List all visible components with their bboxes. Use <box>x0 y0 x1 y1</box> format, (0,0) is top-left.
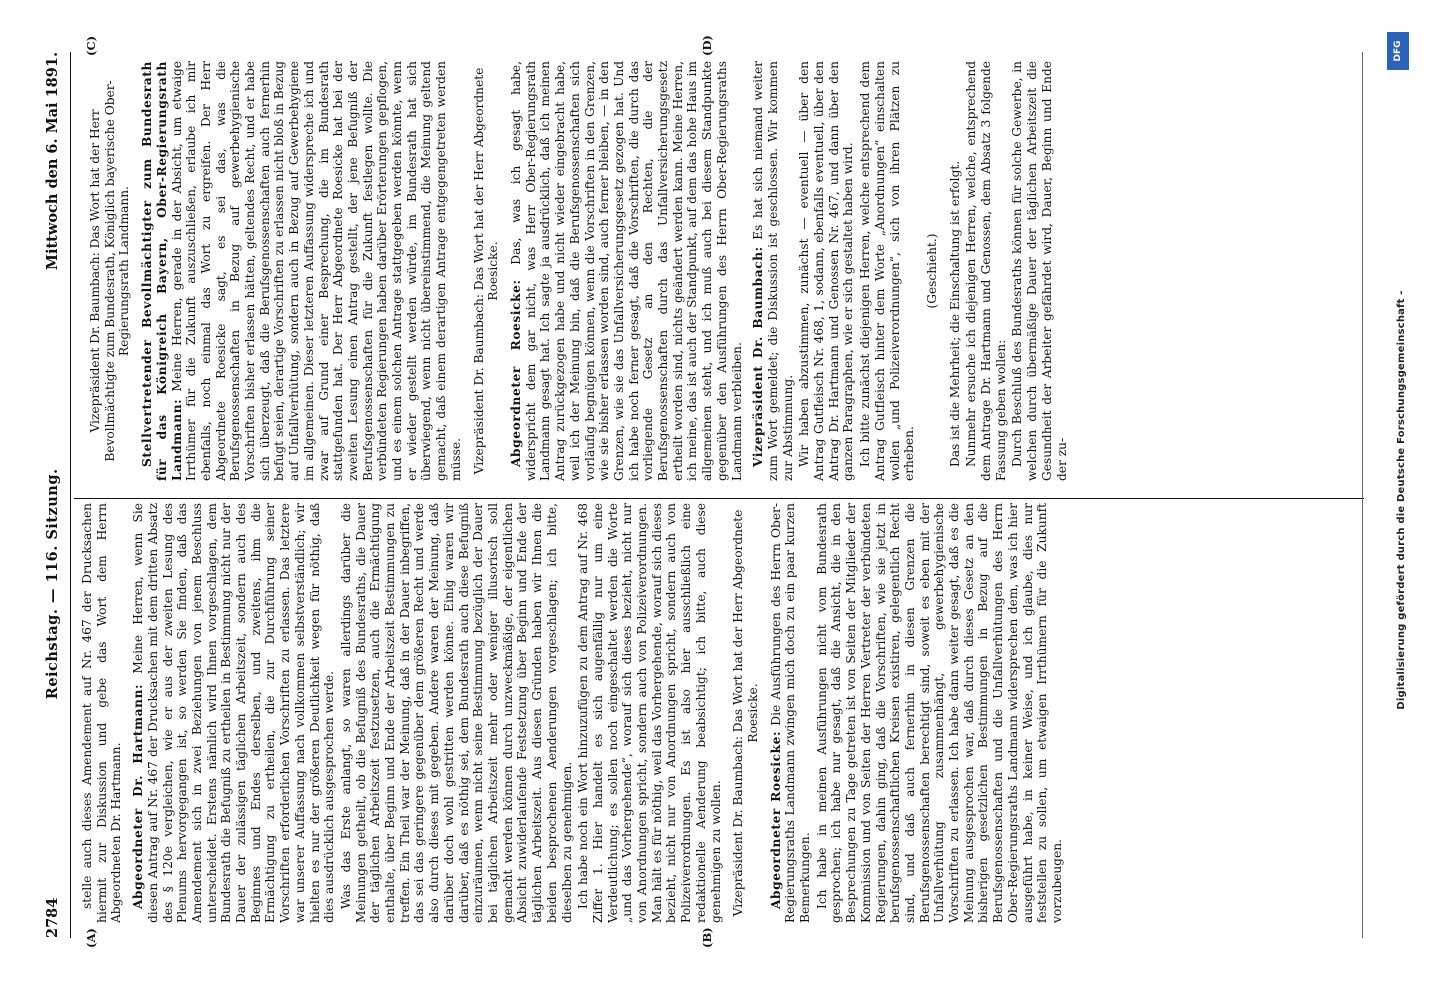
margin-mark-c: (C) <box>84 35 98 56</box>
speaker-name: Stellvertretender Bevollmächtigter zum Bundesrath für das Königreich Bayern, Ober-Regierungsrath Landmann: <box>140 61 184 481</box>
paragraph-text: stelle auch dieses Amendement auf Nr. 467 der Drucksachen hiermit zur Diskussion und gebe das Wort dem Herrn Abgeordneten Dr. Hartmann. <box>80 503 124 923</box>
speech-paragraph <box>964 61 1008 481</box>
presiding-call: Vizepräsident Dr. Baumbach: Das Wort hat der Herr Abgeordnete Roesicke. <box>471 67 501 475</box>
speech-paragraph <box>131 503 337 923</box>
margin-mark-b: (B) <box>700 927 714 948</box>
footer-rule <box>1362 52 1363 938</box>
paragraph-text: Ich habe noch ein Wort hinzuzufügen zu dem Antrag auf Nr. 468 Ziffer 1. Hier handelt es sich augenfällig nur um eine Verdeutlichung; es sollen noch eingeschaltet werden die Worte „und das Vorhergehende“, worauf sich dieses bezieht, nicht nur von Anordnungen spricht, sondern auch von Polizeiverordnungen. Man hält es für nöthig, weil das Vorhergehende, worauf sich dieses bezieht, nicht nur von Anordnungen spricht, sondern auch von Polizeiverordnungen. Es ist also hier ausschließlich eine redaktionelle Aenderung beabsichtigt; ich bitte, auch diese genehmigen zu wollen. <box>576 503 723 923</box>
margin-mark-d: (D) <box>700 35 714 56</box>
speech-paragraph <box>751 61 795 481</box>
speech-paragraph <box>339 503 574 923</box>
paragraph-text: Das ist die Mehrheit; die Einschaltung ist erfolgt. <box>947 160 962 467</box>
paragraph-text: Nunmehr ersuche ich diejenigen Herren, welche, entsprechend dem Antrage Dr. Hartmann und Genossen, dem Absatz 3 folgende Fassung geben wollen: <box>964 61 1008 481</box>
paragraph-text: Ich habe in meinen Ausführungen nicht vom Bundesrath gesprochen; ich habe nur gesagt, daß die Ansicht, die in den Besprechungen zu Tage getreten ist von Seiten der Mitglieder der Kommission und von Seiten der Herren Vertreter der verbündeten Regierungen, dahin ging, daß die Vorschriften, wie sie jetzt in berufsgenossenschaftlichen Kreisen existiren, gelegentlich Recht sind, und daß auch fernerhin in diesen Grenzen die Berufsgenossenschaften berechtigt sind, soweit es eben mit der Unfallverhütung zusammenhängt, gewerbehygienische Vorschriften zu erlassen. Ich habe dann weiter gesagt, daß es die Meinung ausgesprochen war, daß durch dieses Gesetz an den bisherigen gesetzlichen Bestimmungen in Bezug auf die Berufsgenossenschaften und die Unfallverhütungen des Herrn Ober-Regierungsraths Landmann widersprechen dem, was ich hier ausgeführt habe, in keiner Weise, und ich glaube, dies nur feststellen zu sollen, um etwaigen Irrthümern für die Zukunft vorzubeugen. <box>814 503 1064 923</box>
speech-paragraph <box>1010 61 1069 481</box>
speech-paragraph <box>576 503 723 923</box>
session-date: Mittwoch den 6. Mai 1891. <box>44 52 61 271</box>
digitization-credit: Digitalisierung gefördert durch die Deutsche Forschungsgemeinschaft - <box>1396 290 1407 710</box>
paragraph-text: Wir haben abzustimmen, zunächst — eventuell — über den Antrag Gutfleisch Nr. 468, 1, sodann, ebenfalls eventuell, über den Antrag Dr. Hartmann und Genossen Nr. 467, und dann über den ganzen Paragraphen, wie er sich gestaltet haben wird. <box>797 61 856 481</box>
paragraph-text: Meine Herren, wenn Sie diesen Antrag auf Nr. 467 der Drucksachen mit dem dritten Absatz des § 120e vergleichen, wie er aus der zweiten Lesung des Plenums hervorgegangen ist, so werden Sie finden, daß das Amendement sich in zwei Beziehungen von jenem Beschluss unterscheidet. Erstens nämlich wird Ihnen vorgeschlagen, dem Bundesrath die Befugniß zu ertheilen in Bestimmung nicht nur der Dauer der zulässigen täglichen Arbeitszeit, sondern auch des Beginnes und Endes derselben, und zweitens, ihm die Ermächtigung zu ertheilen, die zur Durchführung seiner Vorschriften erforderlichen Vorschriften zu erlassen. Das letztere war unserer Auffassung nach vollkommen selbstverständlich; wir hielten es nur der größeren Deutlichkeit wegen für nöthig, daß dies ausdrücklich ausgesprochen werde. <box>131 503 337 923</box>
paragraph-text: Das, was ich gesagt habe, widerspricht dem gar nicht, was Herr Ober-Regierungsrath Landmann gesagt hat. Ich sagte ja ausdrücklich, daß ich meinen Antrag zurückgezogen habe und nicht wieder eingebracht habe, weil ich der Meinung bin, daß die Berufsgenossenschaften sich vorläufig begnügen können, wenn die Vorschriften in den Grenzen, wie sie bisher erlassen worden sind, auch ferner bleiben, — in den Grenzen, wie sie das Unfallversicherungsgesetz gezogen hat. Und ich habe noch ferner gesagt, daß die Vorschriften, die durch das vorliegende Gesetz an den Rechten, die der Berufsgenossenschaften durch das Unfallversicherungsgesetz ertheilt worden sind, nichts geändert werden kann. Meine Herren, ich meine, das ist auch der Standpunkt, auf dem das hohe Haus im allgemeinen steht, und ich muß auch bei diesem Standpunkte gegenüber den Ausführungen des Herrn Ober-Regierungsraths Landmann verbleiben. <box>508 61 744 481</box>
speaker-name: Vizepräsident Dr. Baumbach: <box>751 246 766 467</box>
presiding-call: (Geschieht.) <box>924 233 939 309</box>
speech-paragraph <box>140 61 463 481</box>
speaker-name: Abgeordneter Dr. Hartmann: <box>131 683 146 909</box>
right-column <box>80 61 1360 481</box>
column-separator <box>74 498 1364 499</box>
presiding-call: Vizepräsident Dr. Baumbach: Das Wort hat der Herr Abgeordnete Roesicke. <box>731 509 760 917</box>
speaker-name: Abgeordneter Roesicke: <box>508 279 523 467</box>
page-number: 2784 <box>44 897 61 938</box>
speech-paragraph <box>80 503 124 923</box>
session-title: Reichstag. — 116. Sitzung. <box>44 468 61 700</box>
presiding-call: Vizepräsident Dr. Baumbach: Das Wort hat der Herr Bevollmächtigte zum Bundesrath, Königlich bayerische Ober-Regierungsrath Landmann. <box>88 80 132 462</box>
speech-paragraph <box>948 61 963 481</box>
paragraph-text: Durch Beschluß des Bundesraths können für solche Gewerbe, in welchen durch übermäßige Dauer der täglichen Arbeitszeit die Gesundheit der Arbeiter gefährdet wird, Dauer, Beginn und Ende der zu- <box>1010 61 1069 481</box>
speech-paragraph <box>858 61 917 481</box>
page-header <box>46 52 68 938</box>
paragraph-text: Was das Erste anlangt, so waren allerdings darüber die Meinungen getheilt, ob die Befugniß des Bundesraths, die Dauer der täglichen Arbeitszeit festzusetzen, auch die Ermächtigung enthalte, über Beginn und Ende der Arbeitszeit Bestimmungen zu treffen. Ein Theil war der Meinung, daß in der Dauer inbegriffen, das sei das geringere gegenüber dem größeren Recht und werde also durch dieses mit gegeben. Andere waren der Meinung, daß darüber doch wohl gestritten werden könne. Einig waren wir darüber, daß es nöthig sei, dem Bundesrath auch diese Befugniß einzuräumen, wenn nicht seine Bestimmung bezüglich der Dauer bei täglichen Arbeitszeit mehr oder weniger illusorisch soll gemacht werden können durch unzweckmäßige, der eigentlichen Absicht zuwiderlaufende Festsetzung über Beginn und Ende der täglichen Arbeitszeit. Aus diesen Gründen haben wir Ihnen die beiden besprochenen Aenderungen vorgeschlagen; ich bitte, dieselben zu genehmigen. <box>338 503 574 923</box>
paragraph-text: Meine Herren, gerade in der Absicht, um etwaige Irrthümer für die Zukunft auszuschließen, erlaube ich mir ebenfalls, noch einmal das Wort zu ergreifen. Der Herr Abgeordnete Roesicke sagt, es sei das, was die Berufsgenossenschaften in Bezug auf gewerbehygienische Vorschriften bisher erlassen hätten, geltendes Recht, und er habe sich überzeugt, daß die Berufsgenossenschaften auch fernerhin befugt seien, derartige Vorschriften zu erlassen nicht bloß in Bezug auf Unfallverhütung, sondern auch in Bezug auf Gewerbehygiene im allgemeinen. Dieser letzteren Auffassung widerspreche ich und zwar auf Grund einer Besprechung, die im Bundesrath stattgefunden hat. Der Herr Abgeordnete Roesicke hat bei der zweiten Lesung einen Antrag gestellt, der jene Befugniß der Berufsgenossenschaften für die Zukunft festlegen wollte. Die verbündeten Regierungen haben darüber Erörterungen gepflogen, und es einem solchen Antrage stattgegeben werden könnte, wenn er wieder gestellt werden würde, im Bundesrath hat sich überwiegend, wenn nicht übereinstimmend, die Meinung geltend gemacht, daß einem derartigen Antrage entgegengetreten werden müsse. <box>169 61 463 481</box>
speech-paragraph <box>797 61 856 481</box>
paragraph-text: Die Ausführungen des Herrn Ober-Regierungsraths Landmann zwingen mich doch zu ein paar kurzen Bemerkungen. <box>768 503 813 923</box>
left-column <box>80 503 1360 923</box>
header-rule <box>70 52 71 938</box>
paragraph-text: Ich bitte zunächst diejenigen Herren, welche entsprechend dem Antrag Gutfleisch hinter dem Worte „Anordnungen“ einschalten wollen „und Polizeiverordnungen“, sich von ihren Plätzen zu erheben. <box>858 61 917 481</box>
speech-paragraph <box>769 503 813 923</box>
paragraph-text: Es hat sich niemand weiter zum Wort gemeldet; die Diskussion ist geschlossen. Wir kommen zur Abstimmung. <box>751 61 795 481</box>
dfg-logo: DFG <box>1387 32 1409 70</box>
speaker-name: Abgeordneter Roesicke: <box>768 730 783 909</box>
margin-mark-a: (A) <box>84 928 98 948</box>
speech-paragraph <box>815 503 1065 923</box>
speech-paragraph <box>509 61 744 481</box>
